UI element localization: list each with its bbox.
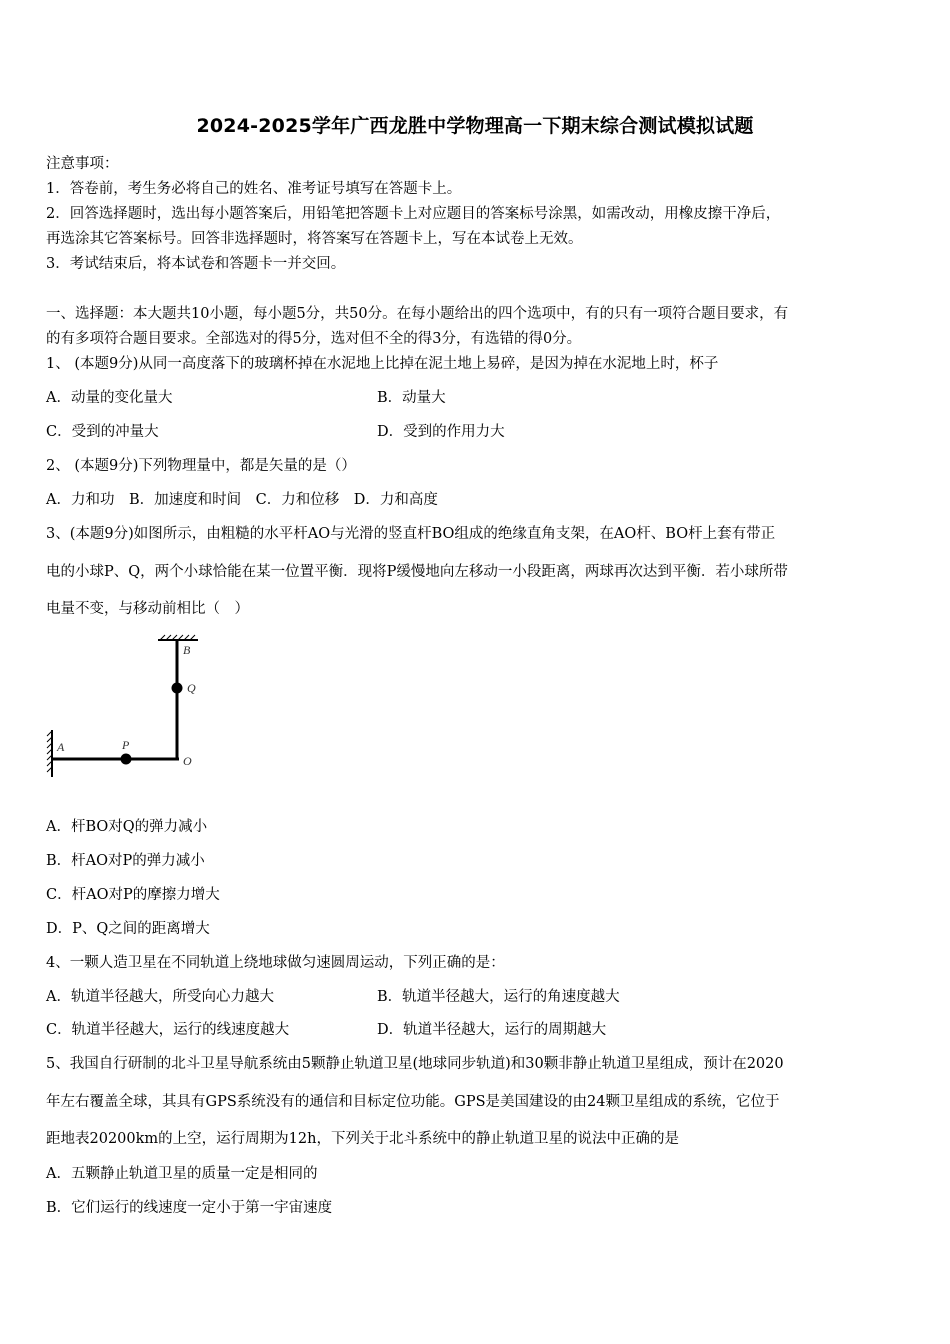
q3-stem-1: 3、(本题9分)如图所示，由粗糙的水平杆AO与光滑的竖直杆BO组成的绝缘直角支架，在AO杆、BO杆上套有带正 [46, 526, 776, 542]
label-a: A [57, 740, 65, 754]
notice-item-2a: 2．回答选择题时，选出每小题答案后，用铅笔把答题卡上对应题目的答案标号涂黑，如需改动，用橡皮擦干净后， [46, 206, 781, 222]
q1-stem: 1、 (本题9分)从同一高度落下的玻璃杯掉在水泥地上比掉在泥土地上易碎，是因为掉在水泥地上时，杯子 [46, 356, 719, 372]
q3-stem-2: 电的小球P、Q，两个小球恰能在某一位置平衡．现将P缓慢地向左移动一小段距离，两球再次达到平衡．若小球所带 [46, 564, 788, 580]
q5-stem-3: 距地表20200km的上空，运行周期为12h，下列关于北斗系统中的静止轨道卫星的说法中正确的是 [46, 1131, 679, 1147]
q5-stem-2: 年左右覆盖全球，其具有GPS系统没有的通信和目标定位功能。GPS是美国建设的由24颗卫星组成的系统，它位于 [46, 1094, 780, 1110]
q1-option-d: D．受到的作用力大 [377, 424, 505, 440]
label-q: Q [187, 681, 196, 695]
q3-option-d: D．P、Q之间的距离增大 [46, 921, 210, 937]
q1-option-c: C．受到的冲量大 [46, 424, 159, 440]
q5-option-b: B．它们运行的线速度一定小于第一宇宙速度 [46, 1200, 333, 1216]
section-intro-2: 的有多项符合题目要求。全部选对的得5分，选对但不全的得3分，有选错的得0分。 [46, 331, 582, 347]
section-intro-1: 一、选择题：本大题共10小题，每小题5分，共50分。在每小题给出的四个选项中，有的只有一项符合题目要求，有 [46, 306, 789, 322]
q1-option-a: A．动量的变化量大 [46, 390, 173, 406]
label-b: B [183, 643, 191, 657]
q2-options: A．力和功 B．加速度和时间 C．力和位移 D．力和高度 [46, 492, 438, 508]
notice-heading: 注意事项： [46, 156, 119, 172]
label-o: O [183, 754, 192, 768]
notice-item-2b: 再选涂其它答案标号。回答非选择题时，将答案写在答题卡上，写在本试卷上无效。 [46, 231, 583, 247]
q3-option-b: B．杆AO对P的弹力减小 [46, 853, 205, 869]
q5-option-a: A．五颗静止轨道卫星的质量一定是相同的 [46, 1166, 318, 1182]
q4-option-d: D．轨道半径越大，运行的周期越大 [377, 1022, 607, 1038]
q3-option-a: A．杆BO对Q的弹力减小 [46, 819, 208, 835]
q5-stem-1: 5、我国自行研制的北斗卫星导航系统由5颗静止轨道卫星(地球同步轨道)和30颗非静止轨道卫星组成，预计在2020 [46, 1056, 784, 1072]
q3-stem-3: 电量不变，与移动前相比（ ） [46, 601, 249, 617]
q3-option-c: C．杆AO对P的摩擦力增大 [46, 887, 220, 903]
ball-q [172, 683, 183, 694]
q2-stem: 2、 (本题9分)下列物理量中，都是矢量的是（） [46, 458, 356, 474]
q4-stem: 4、一颗人造卫星在不同轨道上绕地球做匀速圆周运动，下列正确的是： [46, 955, 505, 971]
ball-p [121, 754, 132, 765]
q1-option-b: B．动量大 [377, 390, 446, 406]
notice-item-3: 3．考试结束后，将本试卷和答题卡一并交回。 [46, 256, 346, 272]
q4-option-b: B．轨道半径越大，运行的角速度越大 [377, 989, 620, 1005]
q3-figure [46, 632, 216, 777]
label-p: P [122, 738, 130, 752]
q4-option-a: A．轨道半径越大，所受向心力越大 [46, 989, 274, 1005]
notice-item-1: 1．答卷前，考生务必将自己的姓名、准考证号填写在答题卡上。 [46, 181, 462, 197]
page-title: 2024-2025学年广西龙胜中学物理高一下期末综合测试模拟试题 [196, 115, 754, 137]
q4-option-c: C．轨道半径越大，运行的线速度越大 [46, 1022, 290, 1038]
